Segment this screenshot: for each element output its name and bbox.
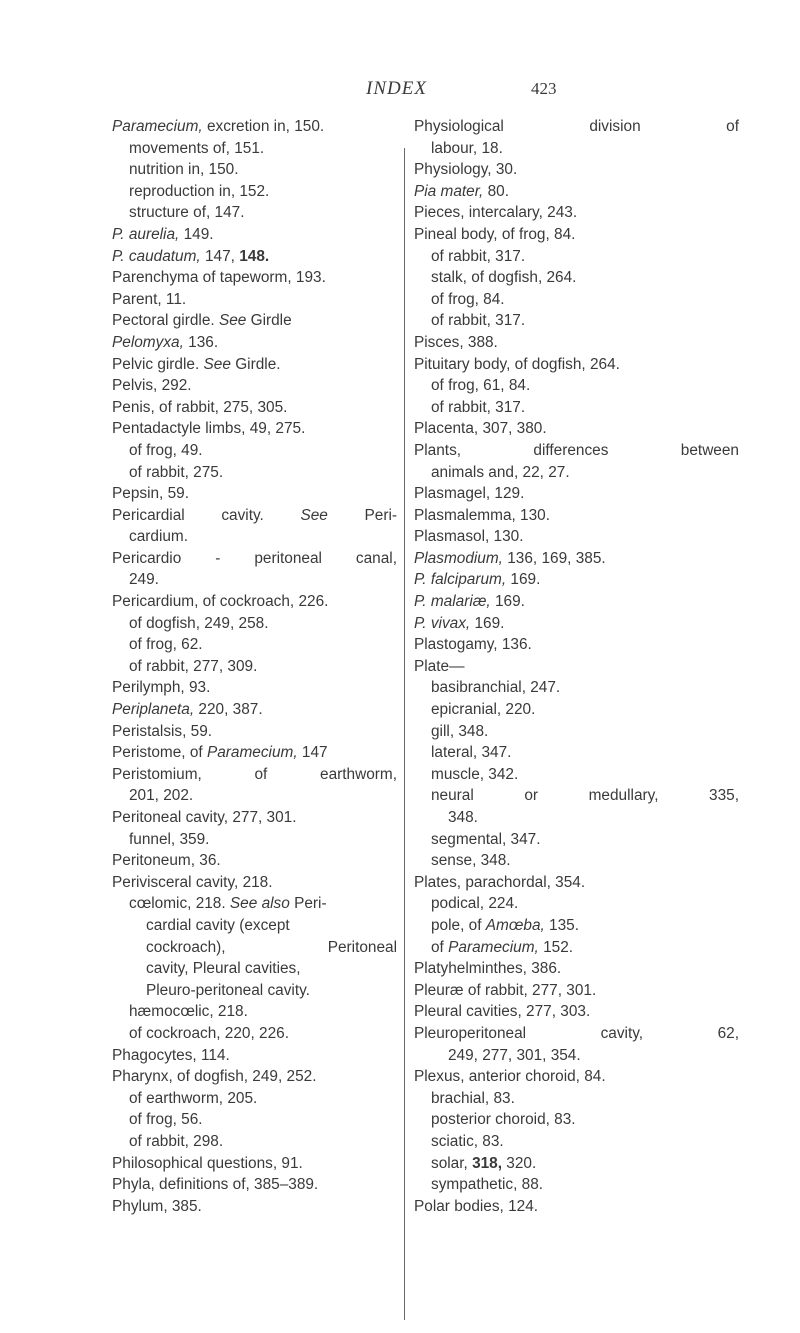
index-text: 320. — [502, 1154, 537, 1172]
index-subentry — [112, 1001, 397, 1023]
index-text: Pleuræ of rabbit, 277, 301. — [414, 981, 597, 999]
index-text: of dogfish, 249, 258. — [129, 614, 269, 632]
index-text: 169. — [490, 593, 525, 611]
index-text: Platyhelminthes, 386. — [414, 960, 562, 978]
index-entry — [414, 505, 739, 527]
index-entry — [112, 505, 397, 527]
index-entry — [112, 721, 397, 743]
index-text: of rabbit, 277, 309. — [129, 657, 258, 675]
index-text: Pleuro-peritoneal cavity. — [146, 981, 310, 999]
index-subentry — [112, 462, 397, 484]
index-text: Plasmasol, 130. — [414, 528, 524, 546]
index-entry — [112, 246, 397, 268]
index-text: Philosophical questions, 91. — [112, 1154, 303, 1172]
index-text: pole, of — [431, 916, 486, 934]
index-entry — [414, 526, 739, 548]
index-text: Amœba, — [485, 916, 545, 934]
index-text: 147, — [200, 247, 240, 265]
index-text: Placenta, 307, 380. — [414, 420, 547, 438]
index-subentry — [112, 181, 397, 203]
index-text: Penis, of rabbit, 275, 305. — [112, 398, 288, 416]
index-text: P. aurelia, — [112, 225, 180, 243]
index-entry — [414, 332, 739, 354]
index-text: See also — [229, 895, 290, 913]
index-text: of rabbit, 317. — [431, 247, 526, 265]
index-subentry — [112, 829, 397, 851]
index-entry — [112, 850, 397, 872]
index-subentry — [112, 1131, 397, 1153]
index-text: Perivisceral cavity, 218. — [112, 873, 273, 891]
index-subentry — [112, 526, 397, 548]
index-text: Plants, differences between — [414, 441, 739, 459]
index-text: Pleural cavities, 277, 303. — [414, 1003, 591, 1021]
index-entry — [112, 418, 397, 440]
index-entry — [414, 202, 739, 224]
index-text: Pia mater, — [414, 182, 484, 200]
index-entry — [414, 440, 739, 462]
index-entry — [112, 872, 397, 894]
index-text: Polar bodies, 124. — [414, 1197, 539, 1215]
index-subentry — [414, 375, 739, 397]
index-text: Pelvis, 292. — [112, 377, 192, 395]
index-subentry — [414, 699, 739, 721]
index-text: sciatic, 83. — [431, 1132, 504, 1150]
index-subentry — [112, 937, 397, 959]
index-entry — [414, 418, 739, 440]
index-text: 147 — [297, 744, 328, 762]
index-text: Periplaneta, — [112, 701, 195, 719]
index-entry — [414, 634, 739, 656]
index-text: Plexus, anterior choroid, 84. — [414, 1068, 606, 1086]
index-text: Parent, 11. — [112, 290, 187, 308]
index-text: 148. — [239, 247, 270, 265]
index-text: Phagocytes, 114. — [112, 1046, 230, 1064]
index-entry — [112, 289, 397, 311]
index-entry — [112, 591, 397, 613]
index-text: cardial cavity (except — [146, 916, 290, 934]
index-text: Pericardium, of cockroach, 226. — [112, 593, 329, 611]
index-subentry — [112, 656, 397, 678]
index-text: Pectoral girdle. — [112, 312, 219, 330]
index-entry — [112, 224, 397, 246]
index-text: P. falciparum, — [414, 571, 507, 589]
index-text: of — [431, 938, 449, 956]
index-text: sense, 348. — [431, 852, 511, 870]
index-subentry — [112, 634, 397, 656]
index-text: 249. — [129, 571, 159, 589]
index-entry — [112, 332, 397, 354]
index-text: nutrition in, 150. — [129, 161, 239, 179]
index-text: neural or medullary, 335, — [431, 787, 739, 805]
index-subentry — [414, 893, 739, 915]
index-text: Peri- — [289, 895, 327, 913]
index-entry — [414, 181, 739, 203]
index-entry — [112, 548, 397, 570]
index-text: cockroach), Peritoneal — [146, 938, 397, 956]
index-text: Paramecium, — [448, 938, 539, 956]
index-text: 80. — [483, 182, 509, 200]
index-text: Peristalsis, 59. — [112, 722, 213, 740]
index-entry — [112, 1174, 397, 1196]
index-text: reproduction in, 152. — [129, 182, 270, 200]
index-text: Plasmodium, — [414, 549, 503, 567]
index-text: Peritoneal cavity, 277, 301. — [112, 809, 297, 826]
index-column-right — [414, 116, 739, 1217]
index-text: Paramecium, — [112, 118, 203, 135]
index-subentry — [414, 289, 739, 311]
index-subentry — [414, 462, 739, 484]
index-entry — [112, 1196, 397, 1218]
index-text: Pelomyxa, — [112, 333, 184, 351]
index-column-left — [112, 116, 397, 1217]
index-text: Peristome, of — [112, 744, 207, 762]
index-text: segmental, 347. — [431, 830, 541, 848]
index-text: 348. — [448, 809, 478, 826]
index-text: cœlomic, 218. — [129, 895, 230, 913]
index-subentry — [414, 915, 739, 937]
index-entry — [112, 677, 397, 699]
index-subentry — [414, 850, 739, 872]
index-text: P. caudatum, — [112, 247, 201, 265]
index-text: of frog, 49. — [129, 441, 203, 459]
index-text: cardium. — [129, 528, 189, 546]
index-entry — [112, 742, 397, 764]
index-subentry — [112, 915, 397, 937]
index-text: of frog, 56. — [129, 1111, 203, 1129]
index-text: 318, — [472, 1154, 503, 1172]
index-text: P. malariæ, — [414, 593, 491, 611]
index-text: 169. — [506, 571, 541, 589]
index-subentry — [112, 440, 397, 462]
index-entry — [112, 1045, 397, 1067]
index-subentry — [414, 937, 739, 959]
index-text: Pituitary body, of dogfish, 264. — [414, 355, 620, 373]
index-text: See — [203, 355, 231, 373]
index-entry — [414, 1001, 739, 1023]
index-entry — [112, 375, 397, 397]
index-subentry — [414, 1153, 739, 1175]
index-text: stalk, of dogfish, 264. — [431, 269, 577, 287]
index-subentry — [414, 1174, 739, 1196]
index-text: Pericardial cavity. — [112, 506, 301, 524]
index-subentry — [414, 138, 739, 160]
index-subentry — [414, 1045, 739, 1067]
index-subentry — [414, 397, 739, 419]
index-entry — [414, 224, 739, 246]
index-text: Pelvic girdle. — [112, 355, 204, 373]
index-entry — [414, 1023, 739, 1045]
index-text: Pepsin, 59. — [112, 485, 190, 503]
index-text: Girdle. — [230, 355, 281, 373]
index-text: gill, 348. — [431, 722, 489, 740]
index-text: structure of, 147. — [129, 204, 245, 222]
index-text: of rabbit, 275. — [129, 463, 224, 481]
index-text: Plate— — [414, 657, 465, 675]
index-subentry — [414, 1109, 739, 1131]
index-entry — [112, 116, 397, 138]
index-text: 135. — [544, 916, 580, 934]
index-text: Pharynx, of dogfish, 249, 252. — [112, 1068, 317, 1086]
index-text: epicranial, 220. — [431, 701, 536, 719]
index-entry — [414, 1066, 739, 1088]
index-subentry — [414, 807, 739, 829]
index-text: See — [218, 312, 247, 330]
index-text: Phylum, 385. — [112, 1197, 202, 1215]
index-text: animals and, 22, 27. — [431, 463, 570, 481]
index-entry — [112, 764, 397, 786]
index-subentry — [112, 958, 397, 980]
index-text: Physiology, 30. — [414, 161, 518, 179]
index-text: 169. — [470, 614, 505, 632]
index-entry — [414, 159, 739, 181]
index-subentry — [112, 569, 397, 591]
index-text: 201, 202. — [129, 787, 194, 805]
index-subentry — [112, 1088, 397, 1110]
index-text: brachial, 83. — [431, 1089, 515, 1107]
index-subentry — [414, 721, 739, 743]
index-text: 152. — [538, 938, 574, 956]
index-entry — [414, 958, 739, 980]
column-divider — [404, 148, 405, 1320]
index-text: of frog, 84. — [431, 290, 505, 308]
index-text: Pericardio - peritoneal canal, — [112, 549, 397, 567]
index-entry — [112, 483, 397, 505]
index-text: movements of, 151. — [129, 139, 265, 157]
index-subentry — [112, 1023, 397, 1045]
index-text: 136, 169, 385. — [502, 549, 606, 567]
index-text: Pisces, 388. — [414, 333, 498, 351]
index-text: of earthworm, 205. — [129, 1089, 258, 1107]
index-text: of frog, 61, 84. — [431, 377, 531, 395]
index-text: labour, 18. — [431, 139, 503, 157]
index-subentry — [414, 785, 739, 807]
index-text: P. vivax, — [414, 614, 471, 632]
index-text: Girdle — [246, 312, 292, 330]
page-number: 423 — [531, 79, 557, 98]
index-text: muscle, 342. — [431, 765, 519, 783]
index-entry — [112, 397, 397, 419]
index-text: Pentadactyle limbs, 49, 275. — [112, 420, 306, 438]
index-text: 136. — [183, 333, 219, 351]
index-entry — [414, 980, 739, 1002]
index-text: Peri- — [327, 506, 397, 524]
index-text: excretion in, 150. — [202, 118, 325, 135]
index-text: Pineal body, of frog, 84. — [414, 225, 576, 243]
index-text: 149. — [179, 225, 214, 243]
index-text: sympathetic, 88. — [431, 1176, 544, 1194]
index-text: podical, 224. — [431, 895, 519, 913]
index-text: basibranchial, 247. — [431, 679, 561, 697]
index-text: of rabbit, 317. — [431, 398, 526, 416]
index-text: posterior choroid, 83. — [431, 1111, 576, 1129]
index-text: hæmocœlic, 218. — [129, 1003, 248, 1021]
index-subentry — [112, 138, 397, 160]
index-text: cavity, Pleural cavities, — [146, 960, 301, 978]
index-text: of rabbit, 317. — [431, 312, 526, 330]
index-entry — [414, 116, 739, 138]
index-subentry — [414, 1088, 739, 1110]
index-text: lateral, 347. — [431, 744, 512, 762]
index-text: See — [300, 506, 328, 524]
running-head — [0, 78, 800, 104]
index-text: Plasmalemma, 130. — [414, 506, 551, 524]
index-subentry — [112, 613, 397, 635]
index-entry — [414, 1196, 739, 1218]
index-text: Physiological division of — [414, 118, 739, 135]
index-text: Pleuroperitoneal cavity, 62, — [414, 1024, 739, 1042]
index-text: solar, — [431, 1154, 473, 1172]
index-entry — [112, 699, 397, 721]
index-entry — [414, 872, 739, 894]
index-entry — [112, 267, 397, 289]
index-entry — [112, 310, 397, 332]
index-subentry — [414, 310, 739, 332]
index-subentry — [414, 246, 739, 268]
index-entry — [112, 354, 397, 376]
index-entry — [414, 613, 739, 635]
index-entry — [414, 548, 739, 570]
index-entry — [414, 354, 739, 376]
index-subentry — [414, 829, 739, 851]
index-subentry — [112, 893, 397, 915]
index-subentry — [414, 677, 739, 699]
index-text: of frog, 62. — [129, 636, 203, 654]
index-subentry — [112, 202, 397, 224]
index-text: funnel, 359. — [129, 830, 210, 848]
index-entry — [112, 1153, 397, 1175]
running-head-title: INDEX — [366, 78, 427, 99]
index-subentry — [112, 1109, 397, 1131]
index-entry — [112, 1066, 397, 1088]
index-text: Phyla, definitions of, 385–389. — [112, 1176, 319, 1194]
index-text: Paramecium, — [206, 744, 298, 762]
index-text: Plates, parachordal, 354. — [414, 873, 586, 891]
index-entry — [414, 591, 739, 613]
index-subentry — [414, 1131, 739, 1153]
index-entry — [414, 656, 739, 678]
index-text: Peritoneum, 36. — [112, 852, 221, 870]
index-subentry — [414, 764, 739, 786]
index-entry — [414, 483, 739, 505]
index-text: Peristomium, of earthworm, — [112, 765, 397, 783]
index-text: 249, 277, 301, 354. — [448, 1046, 581, 1064]
index-entry — [414, 569, 739, 591]
index-text: Perilymph, 93. — [112, 679, 211, 697]
index-text: Plastogamy, 136. — [414, 636, 532, 654]
index-text: 220, 387. — [194, 701, 263, 719]
index-text: of rabbit, 298. — [129, 1132, 224, 1150]
index-subentry — [112, 785, 397, 807]
index-subentry — [112, 980, 397, 1002]
index-subentry — [112, 159, 397, 181]
index-text: Parenchyma of tapeworm, 193. — [112, 269, 326, 287]
index-subentry — [414, 267, 739, 289]
index-text: Plasmagel, 129. — [414, 485, 525, 503]
index-text: Pieces, intercalary, 243. — [414, 204, 578, 222]
index-text: of cockroach, 220, 226. — [129, 1024, 289, 1042]
index-entry — [112, 807, 397, 829]
index-subentry — [414, 742, 739, 764]
